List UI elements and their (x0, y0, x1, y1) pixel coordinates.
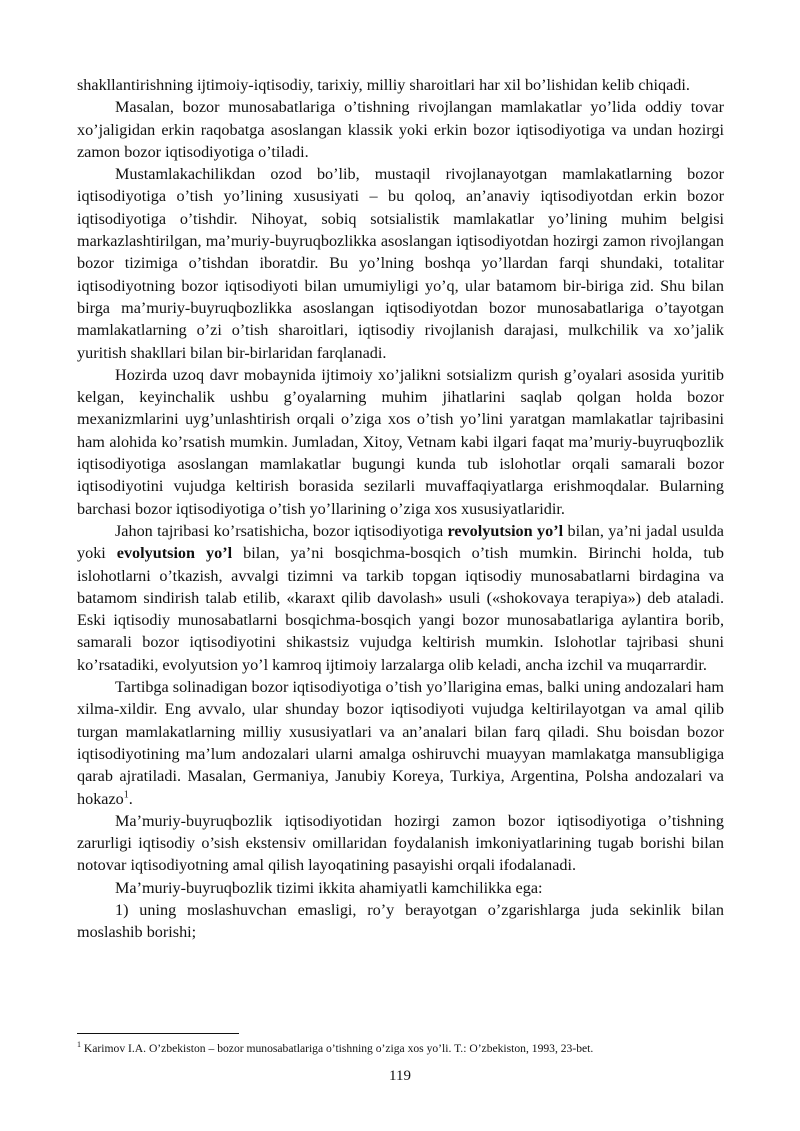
paragraph-5-text-c: bilan, ya’ni jadal usulda yoki (77, 521, 724, 563)
page-number: 119 (389, 1068, 411, 1084)
footnote-divider (77, 1033, 239, 1034)
paragraph-4: Hozirda uzoq davr mobaynida ijtimoiy xo’jalikni sotsializm qurish g’oyalari asosida yuritib kelgan, keyinchalik ushbu g’oyalarning muhim jihatlarini saqlab qolgan holda bozor mexanizmlarini uyg’unlashtirish orqali o’ziga xos o’tish yo’lini yaratgan mamlakatlar tajribasini ham alohida ko’rsatish mumkin. Jumladan, Xitoy, Vetnam kabi ilgari faqat ma’muriy-buyruqbozlik iqtisodiyotiga asoslangan mamlakatlar bugungi kunda tub islohotlar orqali samarali bozor iqtisodiyotini vujudga keltirish borasida sezilarli muvaffaqiyatlarga erishmoqdalar. Bularning barchasi bozor iqtisodiyotiga o’tish yo’llarining o’ziga xos xususiyatlaridir. (77, 365, 724, 518)
footnote-text: Karimov I.A. O’zbekiston – bozor munosabatlariga o’tishning o’ziga xos yo’li. T.: O’zbekiston, 1993, 23-bet. (81, 1042, 594, 1055)
paragraph-7: Ma’muriy-buyruqbozlik iqtisodiyotidan hozirgi zamon bozor iqtisodiyotiga o’tishning zarurligi iqtisodiy o’sish ekstensiv omillaridan foydalanish imkoniyatlarining tugab borishi bilan notovar iqtisodiyotning amal qilish layoqatining pasayishi orqali ifodalanadi. (77, 811, 724, 875)
paragraph-5 (77, 520, 724, 676)
footnote-reference[interactable]: 1 (123, 789, 129, 801)
paragraph-5-text-d: bilan, ya’ni bosqichma-bosqich o’tish mumkin. Birinchi holda, tub islohotlarni o’tkazish, avvalgi tizimni va tarkib topgan iqtisodiy munosabatlarni birdagina va batamom sindirish talab etilib, «karaxt qilib davolash» usuli («shokovaya terapiya») deb ataladi. Eski iqtisodiy munosabatlarni bosqichma-bosqich yangi bozor munosabatlariga aylantira borib, samarali bozor iqtisodiyotini shikastsiz vujudga keltirish mumkin. Islohotlar tajribasi shuni ko’rsatadiki, evolyutsion yo’l kamroq ijtimoiy larzalarga olib keladi, ancha izchil va muqarrardir. (77, 544, 724, 674)
paragraph-2: Masalan, bozor munosabatlariga o’tishning rivojlangan mamlakatlar yo’lida oddiy tovar xo’jaligidan erkin raqobatga asoslangan klassik yoki erkin bozor iqtisodiyotiga va undan hozirgi zamon bozor iqtisodiyotiga o’tiladi. (77, 98, 724, 161)
paragraph-8: Ma’muriy-buyruqbozlik tizimi ikkita ahamiyatli kamchilikka ega: (115, 878, 543, 897)
paragraph-1: shakllantirishning ijtimoiy-iqtisodiy, tarixiy, milliy sharoitlari har xil bo’lishidan kelib chiqadi. (77, 76, 690, 94)
paragraph-6-end: . (128, 789, 133, 808)
term-evolutionary-path: evolyutsion yo’l (116, 544, 233, 563)
footnote-marker: 1 (77, 1040, 81, 1050)
paragraph-6-text: Tartibga solinadigan bozor iqtisodiyotiga o’tish yo’llarigina emas, balki uning andozalari ham xilma-xildir. Eng avvalo, ular shunday bozor iqtisodiyoti vujudga keltirilayotgan va amal qilib turgan mamlakatlarning milliy xususiyatlari va an’analari bilan farq qiladi. Shu boisdan bozor iqtisodiyotining ma’lum andozalari ularni amalga oshiruvchi muayyan mamlakatga mansubligiga qarab ajratiladi. Masalan, Germaniya, Janubiy Koreya, Turkiya, Argentina, Polsha andozalari va hokazo (77, 678, 724, 808)
footnote (77, 1041, 724, 1056)
paragraph-3: Mustamlakachilikdan ozod bo’lib, mustaqil rivojlanayotgan mamlakatlarning bozor iqtisodiyotiga o’tish yo’lining xususiyati – bu qoloq, an’anaviy iqtisodiyotdan erkin bozor iqtisodiyotiga o’tishdir. Nihoyat, sobiq sotsialistik mamlakatlar yo’lining muhim belgisi markazlashtirilgan, ma’muriy-buyruqbozlikka asoslangan iqtisodiyotdan hozirgi zamon rivojlangan bozor tizimiga o’tishdan iboratdir. Bu yo’lning boshqa yo’llardan farqi shundaki, totalitar iqtisodiyotning bozor iqtisodiyoti bilan umumiyligi yo’q, ular batamom bir-biriga zid. Shu bilan birga ma’muriy-buyruqbozlikka asoslangan iqtisodiyotdan bozor munosabatlariga o’tayotgan mamlakatlarning o’zi o’tish sharoitlari, iqtisodiy rivojlanish darajasi, mulkchilik va xo’jalik yuritish shakllari bilan bir-birlaridan farqlanadi. (77, 165, 724, 362)
paragraph-6 (77, 676, 724, 810)
paragraph-9: 1) uning moslashuvchan emasligi, ro’y berayotgan o’zgarishlarga juda sekinlik bilan moslashib borishi; (77, 900, 724, 942)
term-revolutionary-path: revolyutsion yo’l (447, 521, 564, 540)
page-body (77, 74, 724, 944)
paragraph-5-text-a: Jahon tajribasi ko’rsatishicha, bozor iqtisodiyotiga (115, 521, 448, 540)
